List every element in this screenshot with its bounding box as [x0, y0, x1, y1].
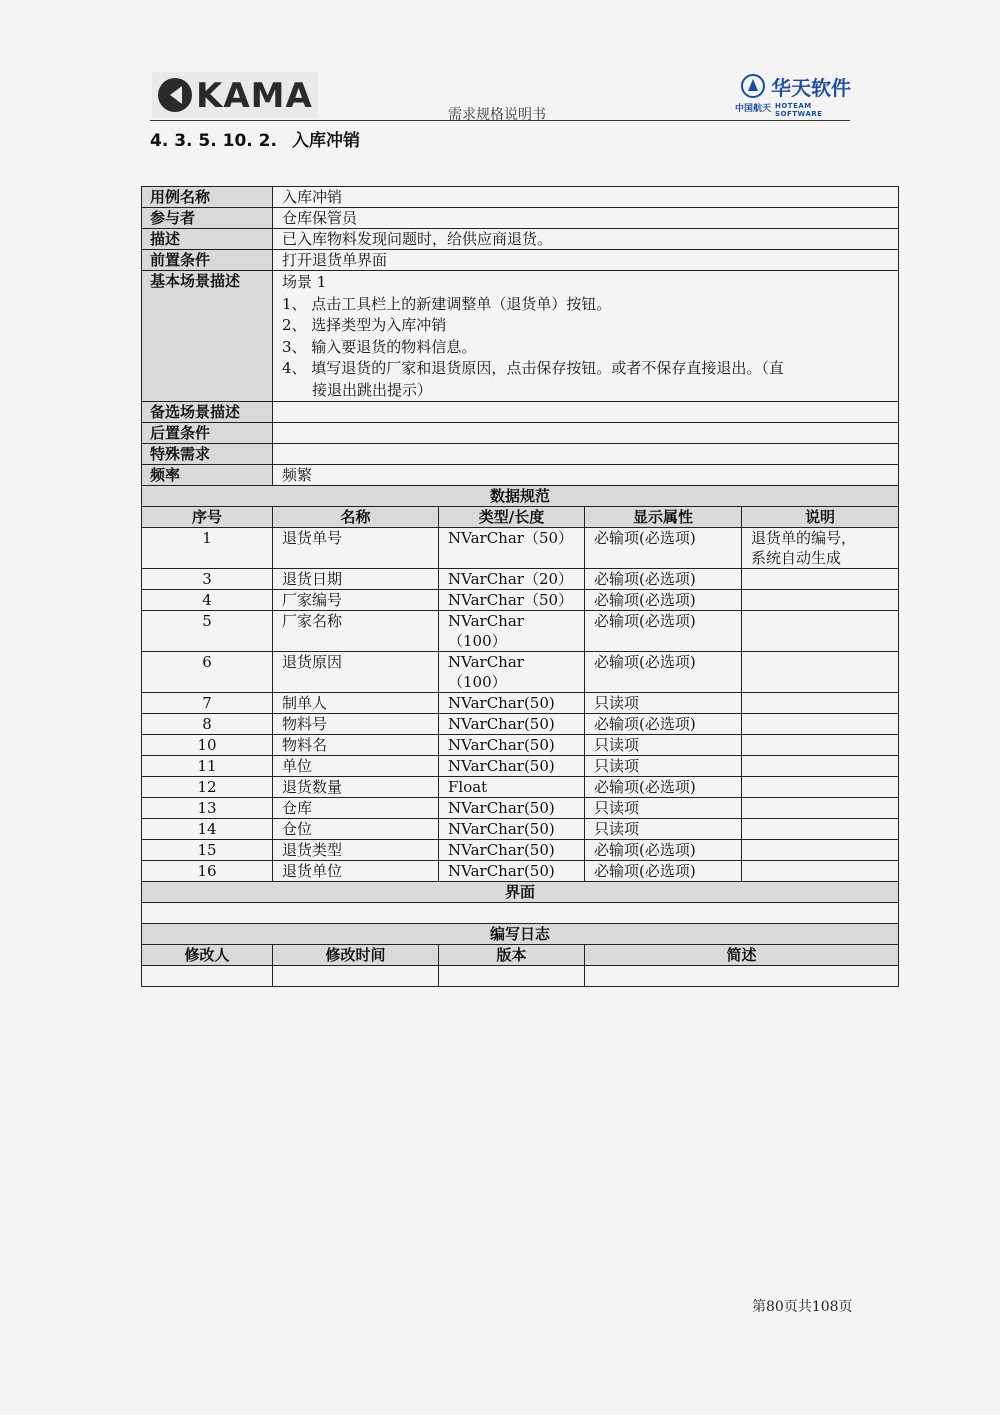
- row-number: [142, 798, 273, 819]
- field-type: [439, 611, 585, 652]
- field-attribute-text: 必输项(必选项): [594, 570, 696, 588]
- row-number-text: 11: [197, 757, 217, 775]
- log-empty-row: [142, 966, 899, 987]
- row-number-text: 14: [197, 820, 217, 838]
- basic-scenario-label: 基本场景描述: [142, 271, 273, 402]
- field-name: [273, 528, 439, 569]
- log-column-header: 简述: [585, 945, 899, 966]
- row-number: [142, 528, 273, 569]
- hoteam-logo: [735, 74, 853, 116]
- field-attribute: [585, 652, 742, 693]
- scenario-step: 4、 填写退货的厂家和退货原因，点击保存按钮。或者不保存直接退出。（直: [282, 359, 784, 377]
- field-type-text: NVarChar(50): [448, 799, 555, 817]
- column-header: 说明: [742, 507, 899, 528]
- field-type-text: NVarChar（20）: [448, 570, 574, 588]
- field-name: [273, 714, 439, 735]
- field-attribute-text: 必输项(必选项): [594, 591, 696, 609]
- table-row: [142, 528, 899, 569]
- field-name-text: 退货数量: [282, 778, 343, 796]
- field-note: [742, 714, 899, 735]
- field-name: [273, 611, 439, 652]
- field-attribute: [585, 569, 742, 590]
- field-name: [273, 693, 439, 714]
- row-number-text: 6: [202, 653, 212, 671]
- table-row: [142, 590, 899, 611]
- field-attribute: [585, 528, 742, 569]
- field-attribute: [585, 611, 742, 652]
- field-name-text: 厂家编号: [282, 591, 343, 609]
- table-row: [142, 756, 899, 777]
- field-attribute: [585, 590, 742, 611]
- field-name: [273, 777, 439, 798]
- actor-value: 仓库保管员: [273, 208, 899, 229]
- log-cell: [273, 966, 439, 987]
- field-attribute: [585, 714, 742, 735]
- row-number: [142, 861, 273, 882]
- field-type-text: NVarChar（50）: [448, 591, 574, 609]
- data-spec-title-row: [142, 486, 899, 507]
- precondition-value: 打开退货单界面: [273, 250, 899, 271]
- field-name: [273, 861, 439, 882]
- field-name: [273, 652, 439, 693]
- row-number-text: 3: [202, 570, 212, 588]
- log-cell: [142, 966, 273, 987]
- field-note: [742, 798, 899, 819]
- scenario-step: 2、 选择类型为入库冲销: [282, 316, 447, 334]
- row-number: [142, 840, 273, 861]
- precondition-row: [142, 250, 899, 271]
- field-type-text: NVarChar(50): [448, 736, 555, 754]
- field-name: [273, 819, 439, 840]
- field-name-text: 退货原因: [282, 653, 343, 671]
- field-attribute: [585, 693, 742, 714]
- field-type: [439, 590, 585, 611]
- special-requirement-value: [273, 444, 899, 465]
- field-attribute: [585, 861, 742, 882]
- field-attribute: [585, 819, 742, 840]
- log-cell: [585, 966, 899, 987]
- field-type-text: NVarChar(50): [448, 841, 555, 859]
- field-type: [439, 693, 585, 714]
- field-note: [742, 840, 899, 861]
- alternate-scenario-label: 备选场景描述: [142, 402, 273, 423]
- table-row: [142, 714, 899, 735]
- field-type-text: NVarChar(50): [448, 715, 555, 733]
- row-number: [142, 714, 273, 735]
- field-attribute-text: 必输项(必选项): [594, 612, 696, 630]
- data-spec-header-row: [142, 507, 899, 528]
- field-attribute: [585, 735, 742, 756]
- field-note: [742, 590, 899, 611]
- field-note: [742, 652, 899, 693]
- postcondition-row: [142, 423, 899, 444]
- field-attribute-text: 必输项(必选项): [594, 841, 696, 859]
- section-number: 4. 3. 5. 10. 2.: [150, 131, 277, 151]
- field-attribute-text: 必输项(必选项): [594, 529, 696, 547]
- column-header: 类型/长度: [439, 507, 585, 528]
- usecase-name-value: 入库冲销: [273, 187, 899, 208]
- field-name: [273, 756, 439, 777]
- log-column-header: 修改时间: [273, 945, 439, 966]
- field-name-text: 厂家名称: [282, 612, 343, 630]
- frequency-value: 频繁: [273, 465, 899, 486]
- usecase-name-row: [142, 187, 899, 208]
- field-type: [439, 735, 585, 756]
- row-number: [142, 819, 273, 840]
- row-number-text: 13: [197, 799, 217, 817]
- hoteam-emblem-icon: [741, 74, 765, 98]
- field-type: [439, 569, 585, 590]
- field-note-text: 退货单的编号，: [751, 529, 857, 547]
- column-header: 名称: [273, 507, 439, 528]
- field-attribute: [585, 756, 742, 777]
- field-name: [273, 840, 439, 861]
- basic-scenario-row: [142, 271, 899, 402]
- ui-section-content-row: [142, 903, 899, 924]
- field-type: [439, 798, 585, 819]
- row-number: [142, 569, 273, 590]
- field-type: [439, 777, 585, 798]
- field-note: [742, 777, 899, 798]
- field-type-text: Float: [448, 778, 488, 796]
- field-type: [439, 840, 585, 861]
- field-note: [742, 528, 899, 569]
- field-type-text: NVarChar(50): [448, 694, 555, 712]
- field-name-text: 仓位: [282, 820, 313, 838]
- usecase-name-label: 用例名称: [142, 187, 273, 208]
- log-title: 编写日志: [142, 924, 899, 945]
- row-number: [142, 735, 273, 756]
- actor-row: [142, 208, 899, 229]
- log-cell: [439, 966, 585, 987]
- field-note: [742, 693, 899, 714]
- hoteam-logo-name: 华天软件: [771, 76, 851, 100]
- log-column-header: 修改人: [142, 945, 273, 966]
- row-number-text: 16: [197, 862, 217, 880]
- field-attribute-text: 只读项: [594, 694, 640, 712]
- field-type-text: NVarChar(50): [448, 862, 555, 880]
- field-type: [439, 652, 585, 693]
- field-name-text: 仓库: [282, 799, 313, 817]
- alternate-scenario-value: [273, 402, 899, 423]
- postcondition-label: 后置条件: [142, 423, 273, 444]
- row-number-text: 10: [197, 736, 217, 754]
- field-type-text-line2: （100）: [448, 673, 507, 691]
- row-number: [142, 756, 273, 777]
- table-row: [142, 652, 899, 693]
- field-name-text: 物料名: [282, 736, 328, 754]
- ui-section-content: [142, 903, 899, 924]
- log-header-row: [142, 945, 899, 966]
- field-type-text: NVarChar(50): [448, 820, 555, 838]
- column-header: 序号: [142, 507, 273, 528]
- field-attribute-text: 必输项(必选项): [594, 778, 696, 796]
- row-number-text: 8: [202, 715, 212, 733]
- field-attribute-text: 必输项(必选项): [594, 715, 696, 733]
- row-number-text: 5: [202, 612, 212, 630]
- field-attribute-text: 只读项: [594, 820, 640, 838]
- frequency-label: 频率: [142, 465, 273, 486]
- field-attribute: [585, 840, 742, 861]
- table-row: [142, 840, 899, 861]
- field-note: [742, 735, 899, 756]
- field-name-text: 制单人: [282, 694, 328, 712]
- field-note: [742, 819, 899, 840]
- scenario-step-continuation: 接退出跳出提示）: [312, 380, 433, 399]
- data-spec-title: 数据规范: [142, 486, 899, 507]
- kama-emblem-icon: [158, 78, 192, 112]
- field-name-text: 物料号: [282, 715, 328, 733]
- row-number: [142, 611, 273, 652]
- data-spec-rows: [142, 528, 899, 882]
- field-attribute-text: 只读项: [594, 757, 640, 775]
- use-case-table: [141, 186, 899, 987]
- description-label: 描述: [142, 229, 273, 250]
- scenario-step: 1、 点击工具栏上的新建调整单（退货单）按钮。: [282, 294, 612, 313]
- frequency-row: [142, 465, 899, 486]
- section-heading: [150, 126, 360, 151]
- ui-section-title-row: [142, 882, 899, 903]
- field-attribute-text: 必输项(必选项): [594, 653, 696, 671]
- field-note: [742, 569, 899, 590]
- scenario-title: 场景 1: [282, 273, 327, 291]
- kama-logo-text: KAMA: [196, 76, 313, 116]
- precondition-label: 前置条件: [142, 250, 273, 271]
- field-attribute-text: 必输项(必选项): [594, 862, 696, 880]
- description-value: 已入库物料发现问题时，给供应商退货。: [273, 229, 899, 250]
- row-number: [142, 693, 273, 714]
- table-row: [142, 819, 899, 840]
- table-row: [142, 569, 899, 590]
- table-row: [142, 861, 899, 882]
- row-number: [142, 777, 273, 798]
- postcondition-value: [273, 423, 899, 444]
- row-number-text: 1: [202, 529, 212, 547]
- field-name-text: 单位: [282, 757, 313, 775]
- section-title: 入库冲销: [292, 131, 360, 151]
- scenario-step: 3、 输入要退货的物料信息。: [282, 337, 477, 356]
- ui-section-title: 界面: [142, 882, 899, 903]
- row-number-text: 7: [202, 694, 212, 712]
- hoteam-logo-sub-en: HOTEAM SOFTWARE: [775, 102, 823, 118]
- special-requirement-label: 特殊需求: [142, 444, 273, 465]
- field-attribute: [585, 777, 742, 798]
- page-number: 第80页共108页: [752, 1299, 853, 1315]
- row-number: [142, 652, 273, 693]
- table-row: [142, 611, 899, 652]
- row-number-text: 15: [197, 841, 217, 859]
- alternate-scenario-row: [142, 402, 899, 423]
- field-type-text: NVarChar(50): [448, 757, 555, 775]
- field-type-text: NVarChar（50）: [448, 529, 574, 547]
- basic-scenario-value: [273, 271, 899, 402]
- field-name: [273, 590, 439, 611]
- field-note: [742, 861, 899, 882]
- field-note: [742, 611, 899, 652]
- hoteam-logo-sub-cn: 中国航天: [735, 104, 772, 114]
- table-row: [142, 693, 899, 714]
- field-type: [439, 756, 585, 777]
- kama-logo: [152, 72, 318, 118]
- field-type-text-line2: （100）: [448, 632, 507, 650]
- field-name: [273, 735, 439, 756]
- field-name: [273, 569, 439, 590]
- field-type: [439, 861, 585, 882]
- field-type: [439, 528, 585, 569]
- description-row: [142, 229, 899, 250]
- field-type-text: NVarChar: [448, 612, 524, 630]
- field-note-text-line2: 系统自动生成: [751, 549, 842, 567]
- field-type-text: NVarChar: [448, 653, 524, 671]
- field-name-text: 退货单位: [282, 862, 343, 880]
- actor-label: 参与者: [142, 208, 273, 229]
- special-requirement-row: [142, 444, 899, 465]
- header-divider: [150, 120, 850, 121]
- column-header: 显示属性: [585, 507, 742, 528]
- table-row: [142, 798, 899, 819]
- table-row: [142, 735, 899, 756]
- field-name-text: 退货日期: [282, 570, 343, 588]
- field-name-text: 退货类型: [282, 841, 343, 859]
- field-attribute-text: 只读项: [594, 799, 640, 817]
- table-row: [142, 777, 899, 798]
- row-number-text: 12: [197, 778, 217, 796]
- field-note: [742, 756, 899, 777]
- log-column-header: 版本: [439, 945, 585, 966]
- row-number: [142, 590, 273, 611]
- field-name: [273, 798, 439, 819]
- document-title: 需求规格说明书: [448, 107, 546, 123]
- row-number-text: 4: [202, 591, 212, 609]
- field-type: [439, 714, 585, 735]
- log-title-row: [142, 924, 899, 945]
- field-type: [439, 819, 585, 840]
- field-attribute-text: 只读项: [594, 736, 640, 754]
- field-attribute: [585, 798, 742, 819]
- field-name-text: 退货单号: [282, 529, 343, 547]
